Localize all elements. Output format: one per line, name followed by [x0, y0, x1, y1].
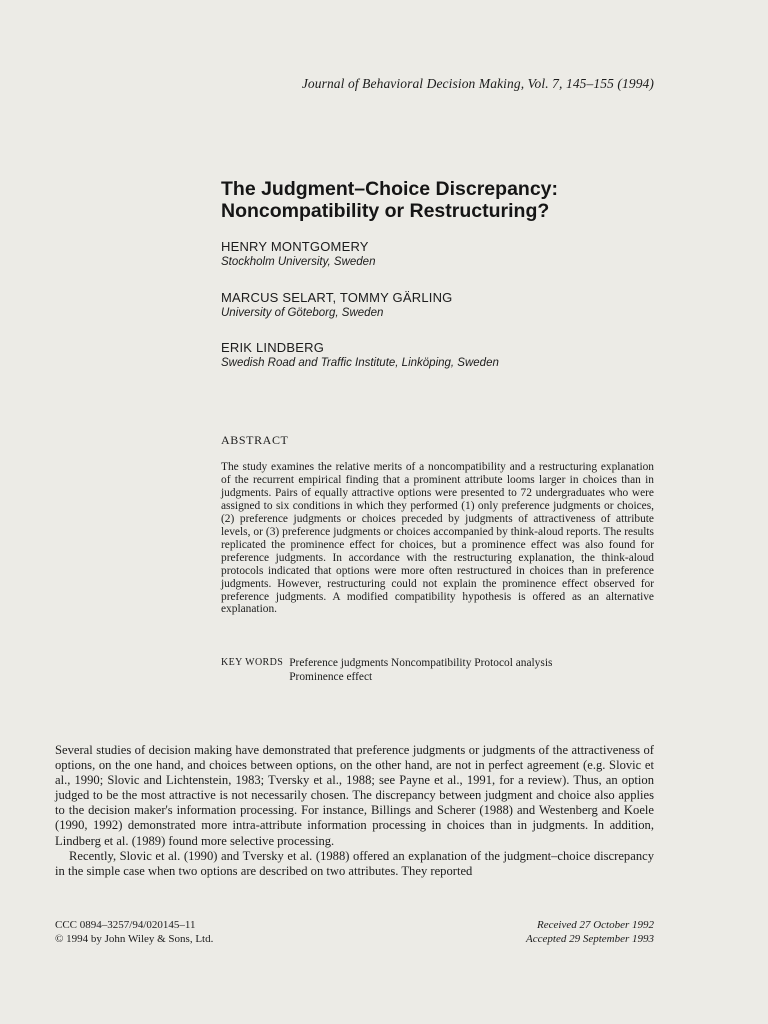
abstract-text: The study examines the relative merits of a noncompatibility and a restructuring explanation of the recurrent empirical finding that a prominent attribute looms larger in choices than in judgments. Pairs of equally attractive options were presented to 72 undergraduates who were assigned to six conditions in which they performed (1) only preference judgments or choices, (2) preference judgments or choices preceded by judgments of attractiveness of attribute levels, or (3) preference judgments or choices accompanied by think-aloud reports. The results replicated the prominence effect for choices, but a prominence effect was also found for preference judgments. In accordance with the restructuring explanation, the think-aloud protocols indicated that options were more often restructured in choices than in preference judgments. However, restructuring could not explain the prominence effect observed for preference judgments. A modified compatibility hypothesis is offered as an alternative explanation. — [221, 461, 654, 616]
author-name: HENRY MONTGOMERY — [221, 239, 369, 254]
footer-dates — [526, 918, 654, 946]
accepted-date: Accepted 29 September 1993 — [526, 933, 654, 945]
footer-copyright — [55, 918, 213, 946]
paper-title-line-1: The Judgment–Choice Discrepancy: — [221, 178, 559, 200]
footer-ccc-code: CCC 0894–3257/94/020145–11 — [55, 919, 196, 931]
author-block-3 — [221, 340, 499, 371]
journal-header: Journal of Behavioral Decision Making, Vol. 7, 145–155 (1994) — [301, 76, 654, 91]
body-paragraph-2: Recently, Slovic et al. (1990) and Tversky et al. (1988) offered an explanation of the judgment–choice discrepancy in the simple case when two options are described on two attributes. They reported — [55, 848, 654, 878]
author-affiliation: University of Göteborg, Sweden — [221, 307, 384, 319]
keywords-label: KEY WORDS — [221, 657, 284, 668]
title-block — [221, 178, 661, 222]
footer-copyright-line: © 1994 by John Wiley & Sons, Ltd. — [55, 933, 214, 945]
author-block-2 — [221, 290, 452, 321]
paper-title-line-2: Noncompatibility or Restructuring? — [221, 200, 550, 222]
author-block-1 — [221, 239, 375, 270]
author-affiliation: Stockholm University, Sweden — [221, 256, 376, 268]
body-paragraph-1: Several studies of decision making have demonstrated that preference judgments or judgments of the attractiveness of options, on the one hand, and choices between options, on the other hand, are not in perfect agreement (e.g. Slovic et al., 1990; Slovic and Lichtenstein, 1983; Tversky et al., 1988; see Payne et al., 1991, for a review). Thus, an option judged to be the most attractive is not necessarily chosen. The discrepancy between judgment and choice also applies to the decision maker's information processing. For instance, Billings and Scherer (1988) and Westenberg and Koele (1990, 1992) demonstrated more intra-attribute information processing in choices than in judgments. In addition, Lindberg et al. (1989) found more selective processing. — [55, 743, 654, 848]
author-affiliation: Swedish Road and Traffic Institute, Linköping, Sweden — [221, 357, 499, 369]
author-name: MARCUS SELART, TOMMY GÄRLING — [221, 290, 453, 305]
body-text — [55, 743, 654, 879]
keywords-list: Preference judgments Noncompatibility Protocol analysis Prominence effect — [289, 657, 553, 683]
abstract-heading: ABSTRACT — [221, 433, 289, 447]
received-date: Received 27 October 1992 — [537, 919, 654, 931]
keywords-block — [221, 656, 654, 684]
author-name: ERIK LINDBERG — [221, 340, 325, 355]
